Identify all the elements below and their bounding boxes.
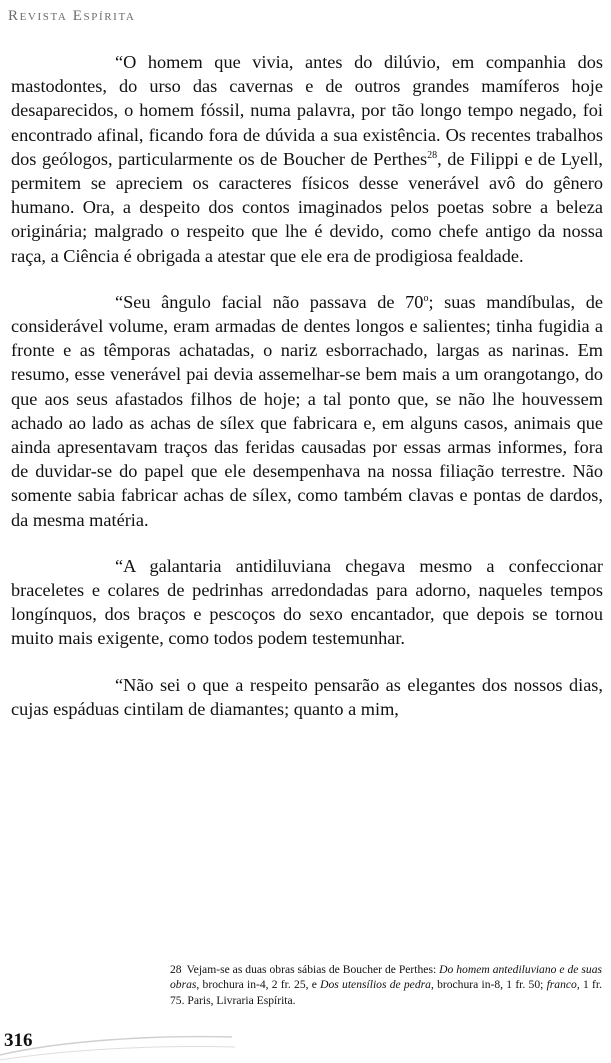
footnote-reference[interactable]: 28 [427,149,438,161]
book-title: Do homem antediluviano e de suas obras [170,963,602,992]
paragraph-4: “Não sei o que a respeito pensarão as elegantes dos nossos dias, cujas espáduas cintilam de diamantes; quanto a mim, [11,674,603,719]
degree-superscript: o [423,292,429,304]
paragraph-1: “O homem que vivia, antes do dilúvio, em companhia dos mastodontes, do urso das cavernas e de outros grandes mamíferos hoje desaparecidos, o homem fóssil, numa palavra, por tão longo tempo negado, foi encontrado afinal, ficando fora de dúvida a sua existência. Os recentes trabalhos dos geólogos, particularmente os de Boucher de Perthes$^{28}$, de Filippi e de Lyell, permitem se apreciem os caracteres físicos desse venerável avô do gênero humano. Ora, a despeito dos contos imaginados pelos poetas sobre a beleza originária; malgrado o respeito que lhe é devido, como chefe antigo da nossa raça, a Ciência é obrigada a atestar que ele era de prodigiosa fealdade. [11,52,604,266]
book-title: Dos utensílios de pedra [320,978,431,992]
footnote: 28 Vejam-se as duas obras sábias de Boucher de Perthes: Do homem antediluviano e de suas obras, brochura in-4, 2 fr. 25, e Dos utensílios de pedra, brochura in-8, 1 fr. 50; franco, 1 fr. 75. Paris, Livraria Espírita. [170,963,602,1007]
paragraph-2: “Seu ângulo facial não passava de 70$^o$; suas mandíbulas, de considerável volume, eram armadas de dentes longos e salientes; tinha fugidia a fronte e as têmporas achatadas, o nariz esborrachado, largas as narinas. Em resumo, esse venerável pai devia assemelhar-se bem mais a um orangotango, do que aos seus afastados filhos de hoje; a tal ponto que, se não lhe houvessem achado ao lado as achas de sílex que fabricara e, em alguns casos, animais que ainda apresentavam traços das feridas causadas por essas armas informes, fora de duvidar-se do papel que ele desempenhava na nossa filiação terrestre. Não somente sabia fabricar achas de sílex, como também clavas e pontas de dardos, da mesma matéria. [11,291,603,530]
footnote-number: 28 [170,963,182,976]
page-number: 316 [4,1030,33,1051]
paragraph-3: “A galantaria antidiluviana chegava mesmo a confeccionar braceletes e colares de pedrinhas arredondadas para adorno, naqueles tempos longínquos, dos braços e pescoços do sexo encantador, que depois se tornou muito mais exigente, como todos podem testemunhar. [11,555,603,649]
main-text [11,50,603,721]
running-header: Revista Espírita [8,8,136,24]
decorative-swoosh [0,1025,240,1063]
